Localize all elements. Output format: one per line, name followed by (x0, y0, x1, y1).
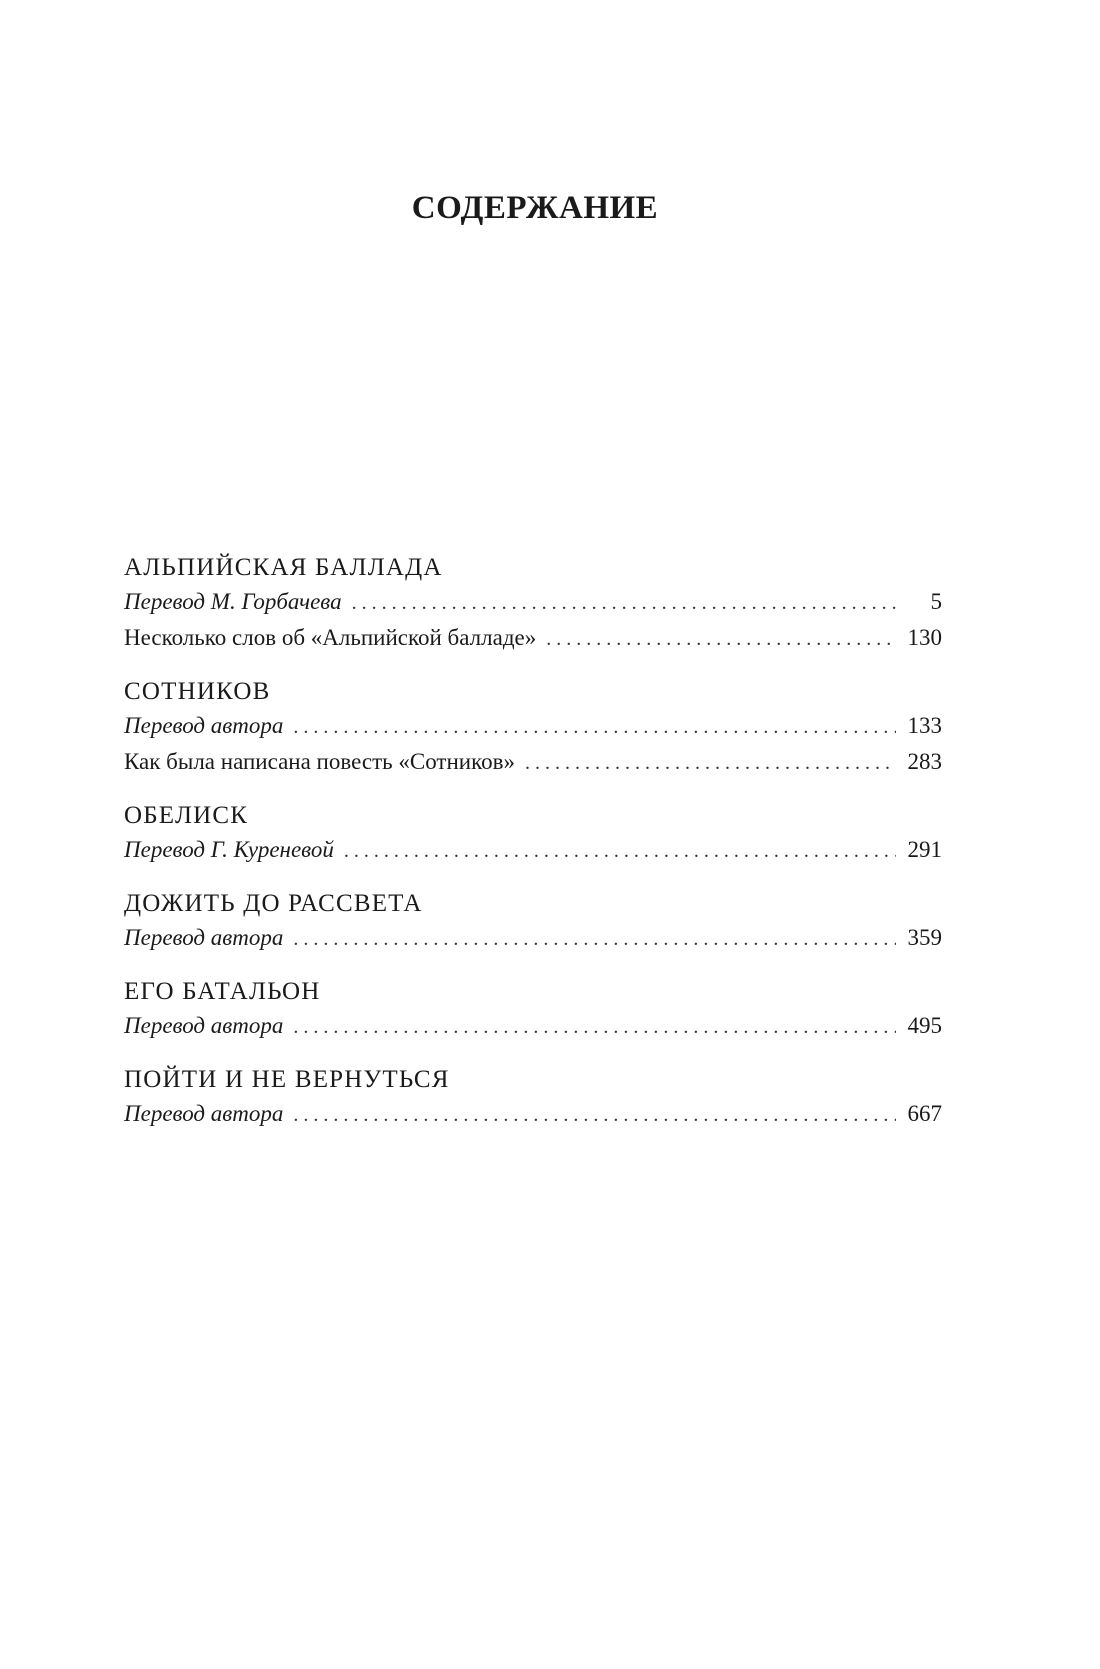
dot-leader (546, 621, 896, 657)
toc-section (124, 888, 942, 956)
entry-text: Перевод автора (124, 925, 284, 950)
toc-entry[interactable] (124, 620, 942, 656)
toc-entry[interactable] (124, 832, 942, 868)
page-number: 130 (907, 625, 942, 650)
page-number: 133 (907, 713, 942, 738)
page-number: 5 (930, 589, 942, 614)
toc-section (124, 800, 942, 868)
table-of-contents (124, 552, 942, 1152)
dot-leader (293, 921, 896, 957)
toc-entry[interactable] (124, 1008, 942, 1044)
section-title: АЛЬПИЙСКАЯ БАЛЛАДА (124, 554, 443, 581)
page-number: 359 (907, 925, 942, 950)
toc-section (124, 1064, 942, 1132)
dot-leader (293, 709, 896, 745)
entry-text: Перевод автора (124, 1101, 284, 1126)
toc-entry[interactable] (124, 708, 942, 744)
entry-text: Как была написана повесть «Сотников» (124, 749, 515, 774)
dot-leader (344, 833, 896, 869)
dot-leader (293, 1097, 896, 1133)
page-number: 495 (907, 1013, 942, 1038)
page-title: СОДЕРЖАНИЕ (411, 190, 659, 226)
page-number: 291 (907, 837, 942, 862)
toc-entry[interactable] (124, 584, 942, 620)
entry-text: Несколько слов об «Альпийской балладе» (124, 625, 537, 650)
section-title: ПОЙТИ И НЕ ВЕРНУТЬСЯ (124, 1066, 450, 1093)
section-title: СОТНИКОВ (124, 678, 271, 705)
entry-text: Перевод автора (124, 713, 284, 738)
toc-entry[interactable] (124, 1096, 942, 1132)
toc-section (124, 552, 942, 656)
dot-leader (293, 1009, 896, 1045)
entry-text: Перевод М. Горбачева (124, 589, 342, 614)
page-number: 667 (907, 1101, 942, 1126)
section-title: ОБЕЛИСК (124, 802, 249, 829)
toc-entry[interactable] (124, 744, 942, 780)
entry-text: Перевод автора (124, 1013, 284, 1038)
dot-leader (525, 745, 896, 781)
entry-text: Перевод Г. Куреневой (124, 837, 334, 862)
toc-section (124, 976, 942, 1044)
toc-section (124, 676, 942, 780)
dot-leader (352, 585, 896, 621)
page-number: 283 (907, 749, 942, 774)
section-title: ЕГО БАТАЛЬОН (124, 978, 321, 1005)
section-title: ДОЖИТЬ ДО РАССВЕТА (124, 890, 423, 917)
toc-entry[interactable] (124, 920, 942, 956)
